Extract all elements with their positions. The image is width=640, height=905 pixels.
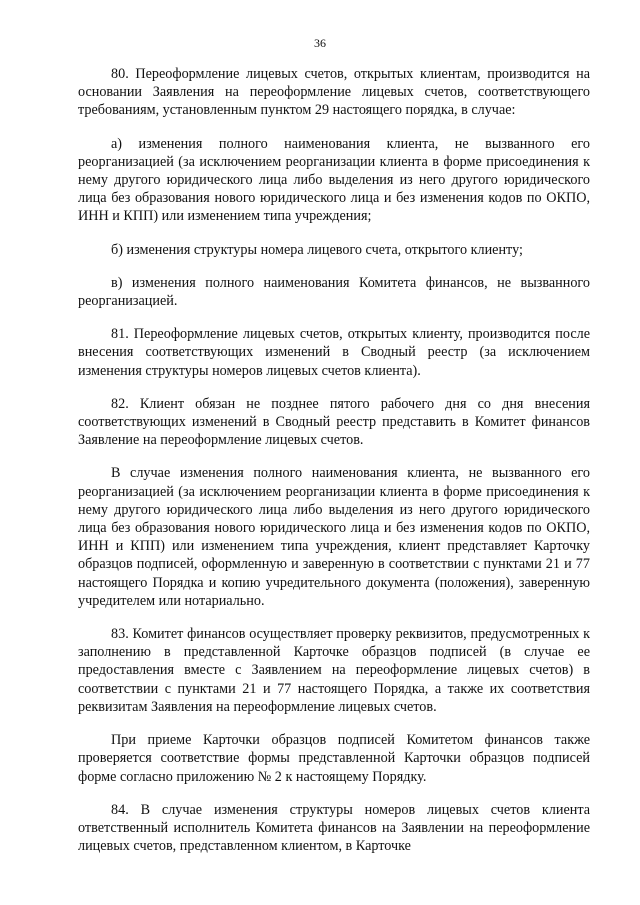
paragraph-80-v: в) изменения полного наименования Комитета финансов, не вызванного реорганизацией. — [78, 274, 590, 310]
paragraph-82: 82. Клиент обязан не позднее пятого рабочего дня со дня внесения соответствующих изменений в Сводный реестр представить в Комитет финансов Заявление на переоформление лицевых счетов. — [78, 395, 590, 449]
paragraph-84: 84. В случае изменения структуры номеров лицевых счетов клиента ответственный исполнитель Комитета финансов на Заявлении на переоформление лицевых счетов, представленном клиентом, в Карточке — [78, 801, 590, 855]
paragraph-82-continued: В случае изменения полного наименования клиента, не вызванного его реорганизацией (за исключением реорганизации клиента в форме присоединения к нему другого юридического лица либо выделения из него другого юридического лица без образования нового юридического лица и без изменения кодов по ОКПО, ИНН и КПП) или изменением типа учреждения, клиент представляет Карточку образцов подписей, оформленную и заверенную в соответствии с пунктами 21 и 77 настоящего Порядка и копию учредительного документа (положения), заверенную учредителем или нотариально. — [78, 465, 590, 609]
paragraph-81: 81. Переоформление лицевых счетов, открытых клиенту, производится после внесения соответствующих изменений в Сводный реестр (за исключением изменения структуры номеров лицевых счетов клиента). — [78, 326, 590, 379]
paragraph-80: 80. Переоформление лицевых счетов, открытых клиентам, производится на основании Заявления на переоформление лицевых счетов, соответствующего требованиям, установленным пунктом 29 настоящего порядка, в случае: — [78, 66, 590, 119]
page-number: 36 — [314, 36, 326, 50]
paragraph-80-b: б) изменения структуры номера лицевого счета, открытого клиенту; — [111, 241, 523, 258]
document-body — [78, 65, 590, 870]
paragraph-83-continued: При приеме Карточки образцов подписей Комитетом финансов также проверяется соответствие формы представленной Карточки образцов подписей форме согласно приложению № 2 к настоящему Порядку. — [78, 732, 590, 785]
paragraph-83: 83. Комитет финансов осуществляет проверку реквизитов, предусмотренных к заполнению в представленной Карточке образцов подписей (в случае ее предоставления вместе с Заявлением на переоформление лицевых счетов) в соответствии с пунктами 21 и 77 настоящего Порядка, а также их соответствия реквизитам Заявления на переоформление лицевых счетов. — [78, 626, 590, 715]
paragraph-80-a: а) изменения полного наименования клиента, не вызванного его реорганизацией (за исключением реорганизации клиента в форме присоединения к нему другого юридического лица либо выделения из него другого юридического лица без образования нового юридического лица и без изменения кодов по ОКПО, ИНН и КПП) или изменением типа учреждения; — [78, 135, 590, 225]
